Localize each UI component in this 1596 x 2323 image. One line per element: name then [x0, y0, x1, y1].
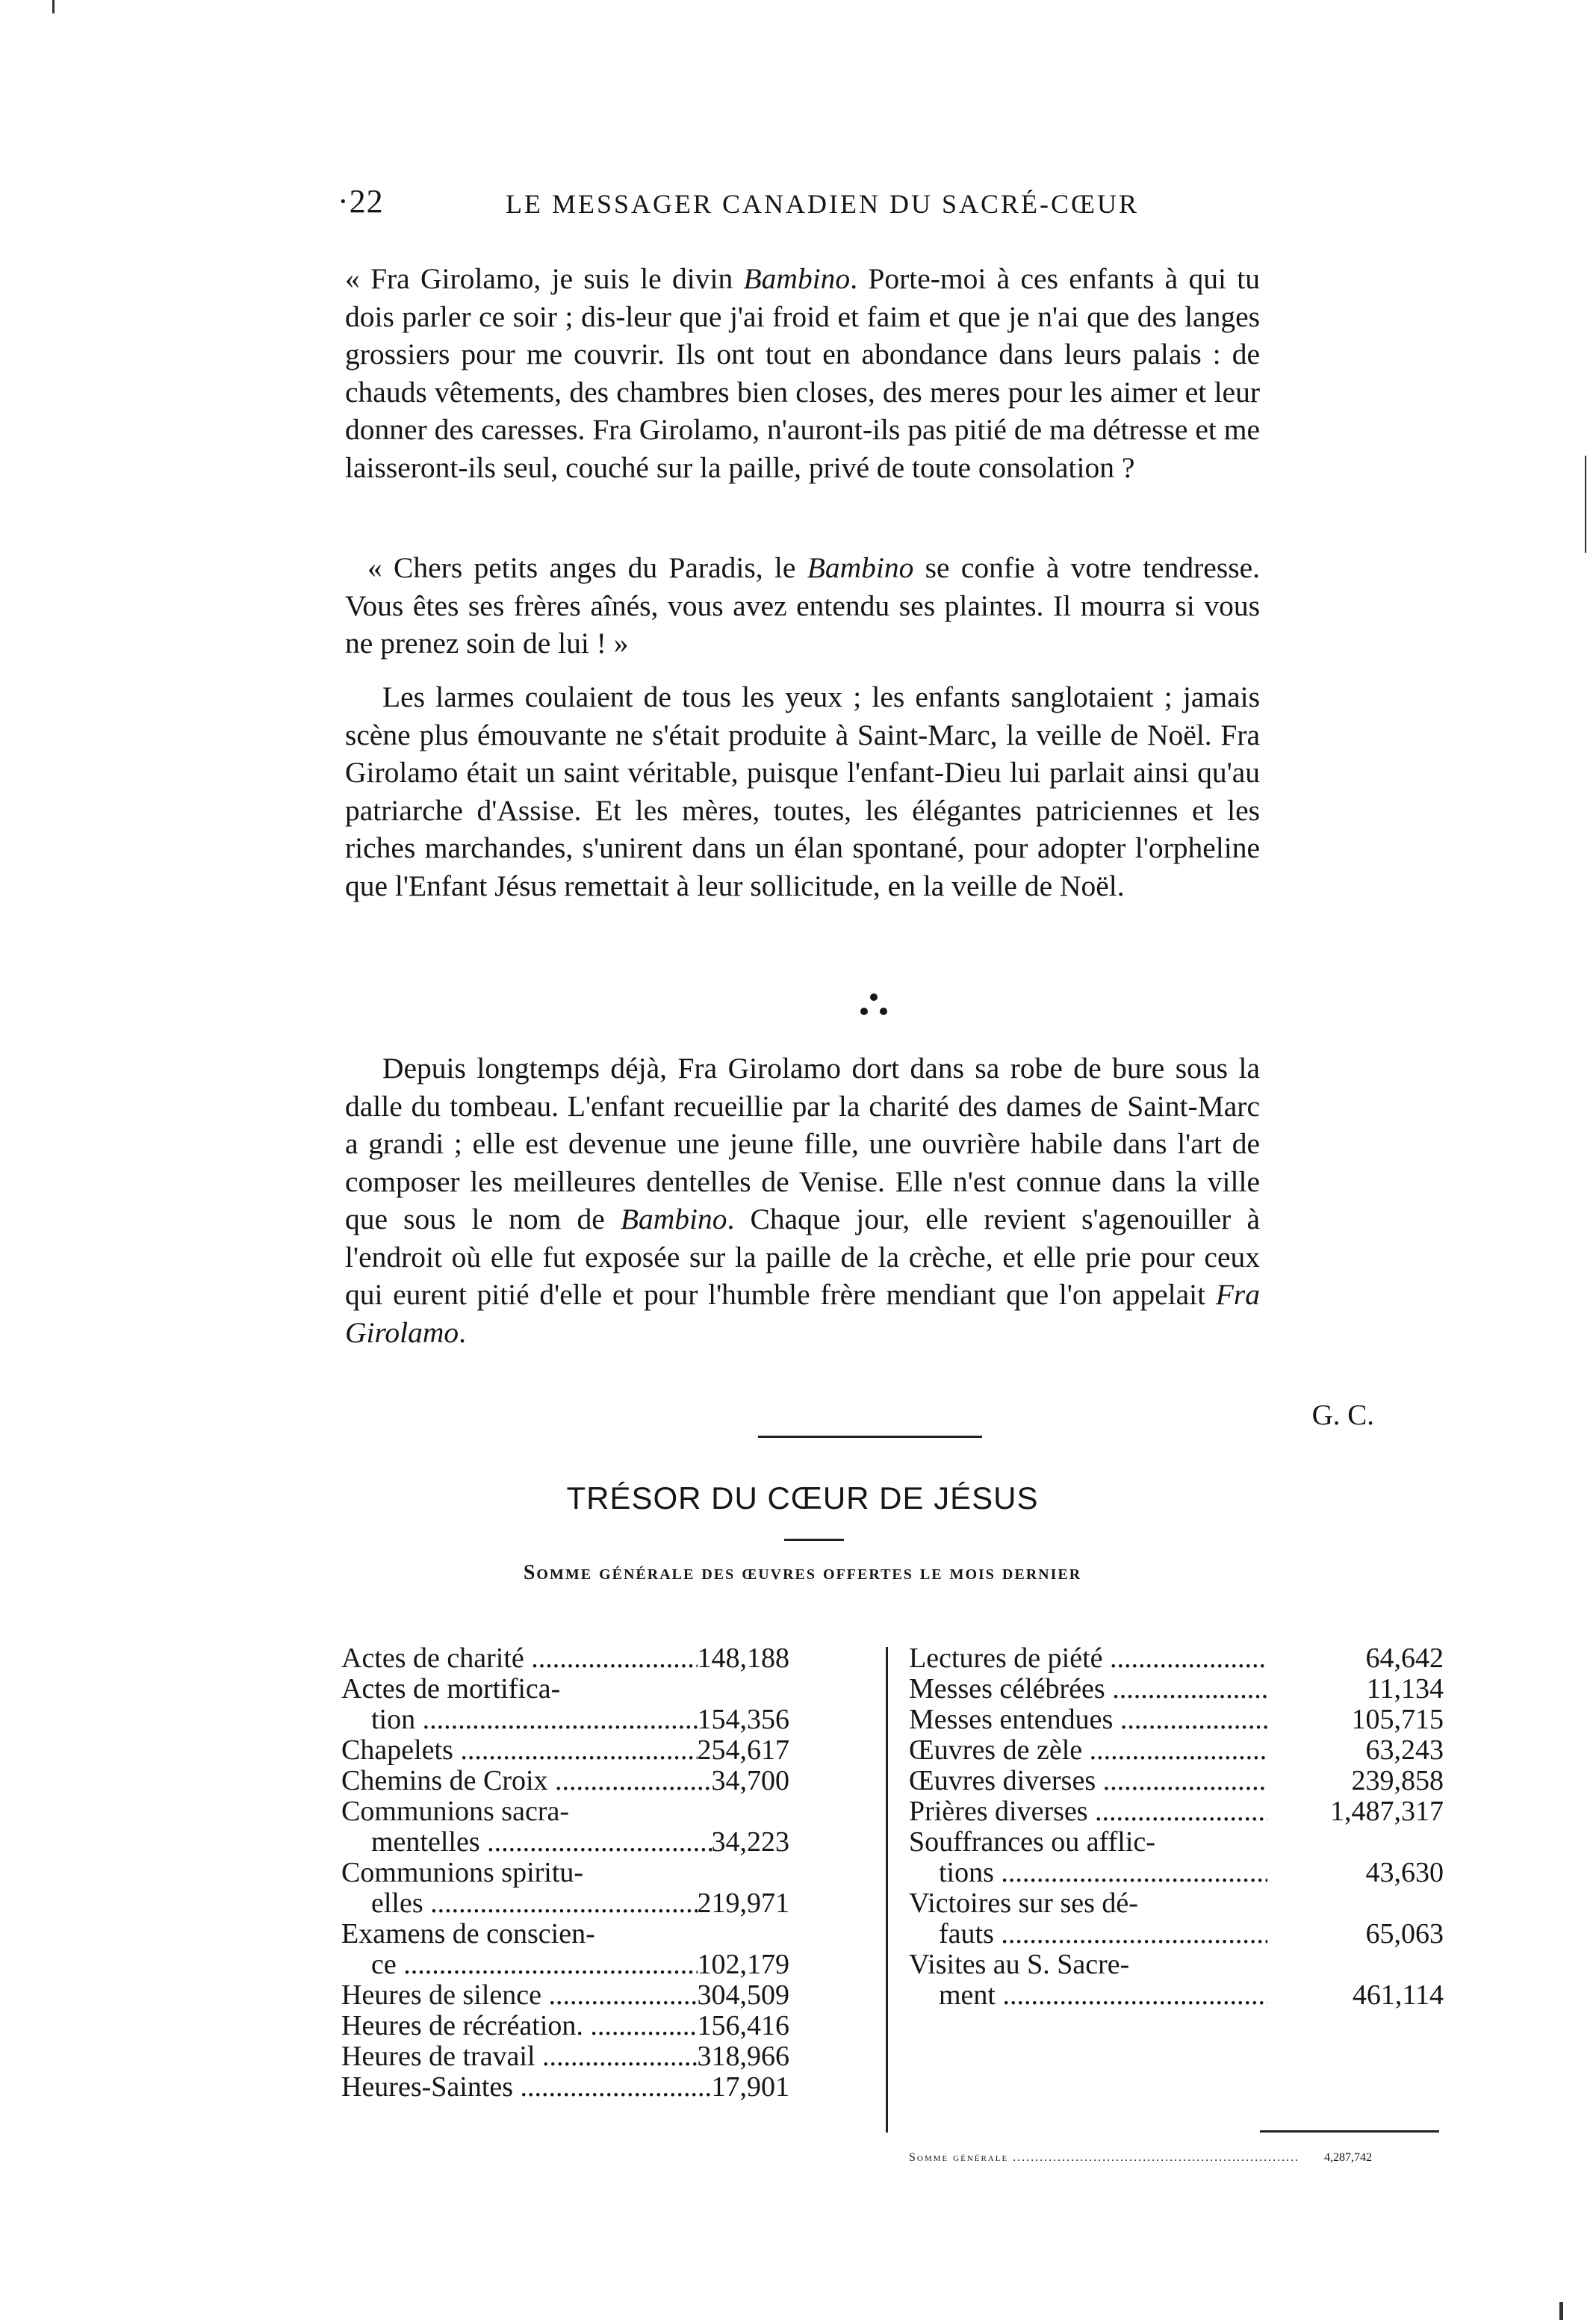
- row-value: 64,642: [1365, 1643, 1444, 1674]
- table-row: [341, 2072, 864, 2103]
- row-label-continued: ment .....: [909, 1980, 1267, 2011]
- table-row-continued: [909, 1980, 1447, 2011]
- row-label: Œuvres de zèle .....: [909, 1735, 1267, 1766]
- row-label: Messes célébrées .....: [909, 1674, 1267, 1705]
- running-title: LE MESSAGER CANADIEN DU SACRÉ-CŒUR: [506, 189, 1140, 219]
- table-row: [341, 1766, 864, 1796]
- row-value: 148,188: [697, 1643, 789, 1674]
- row-value: 105,715: [1351, 1704, 1444, 1735]
- row-label: Lectures de piété .....: [909, 1643, 1267, 1674]
- table-row: [909, 1674, 1447, 1705]
- page-header: [338, 182, 1264, 227]
- row-label: Chemins de Croix .....: [341, 1766, 712, 1796]
- total-row: [909, 2142, 1447, 2173]
- row-label-continued: ce .....: [341, 1950, 698, 1980]
- row-label-continued: tions .....: [909, 1858, 1267, 1888]
- row-label: Chapelets .....: [341, 1735, 698, 1766]
- row-value: 304,509: [697, 1979, 789, 2011]
- margin-mark: [1559, 2302, 1563, 2320]
- table-row-continued: [341, 1827, 864, 1858]
- offerings-right-column: [909, 1643, 1447, 2011]
- title-divider: [784, 1539, 844, 1541]
- row-value: 219,971: [697, 1888, 789, 1919]
- table-row: [909, 1766, 1447, 1796]
- section-title: TRÉSOR DU CŒUR DE JÉSUS: [566, 1480, 1039, 1516]
- row-value: 11,134: [1366, 1673, 1444, 1705]
- table-row: [909, 1643, 1447, 1674]
- table-row: [341, 1643, 864, 1674]
- row-value: 34,700: [711, 1765, 789, 1796]
- table-caption: Somme générale des œuvres offertes le mois dernier: [523, 1561, 1082, 1584]
- row-value: 254,617: [697, 1734, 789, 1766]
- asterism-icon: [836, 990, 911, 1027]
- row-label: Visites au S. Sacre-: [909, 1950, 1130, 1980]
- row-label-continued: tion .....: [341, 1705, 698, 1735]
- table-row: [909, 1888, 1447, 1919]
- margin-mark: [1585, 456, 1586, 553]
- row-value: 43,630: [1365, 1857, 1444, 1888]
- row-value: 461,114: [1352, 1979, 1444, 2011]
- row-label: Heures de silence .....: [341, 1980, 698, 2011]
- row-label: Actes de charité .....: [341, 1643, 698, 1674]
- page-number: ·22: [338, 183, 384, 220]
- row-label: Heures de récréation. .....: [341, 2011, 698, 2041]
- table-row: [341, 1796, 864, 1827]
- total-rule: [1260, 2130, 1439, 2133]
- table-row: [909, 1827, 1447, 1858]
- row-value: 34,223: [711, 1826, 789, 1858]
- row-value: 239,858: [1351, 1765, 1444, 1796]
- table-row: [909, 1950, 1447, 1980]
- row-label-continued: fauts .....: [909, 1919, 1267, 1950]
- row-value: 65,063: [1365, 1918, 1444, 1950]
- paragraph-4: Depuis longtemps déjà, Fra Girolamo dort dans sa robe de bure sous la dalle du tombeau. L'enfant recueillie par la charité des dames de Saint-Marc a grandi ; elle est devenue une jeune fille, une ouvrière habile dans l'art de composer les meilleures dentelles de Venise. Elle n'est connue dans la ville que sous le nom de Bambino. Chaque jour, elle revient s'agenouiller à l'endroit où elle fut exposée sur la paille de la crèche, et elle prie pour ceux qui eurent pitié d'elle et pour l'humble frère mendiant que l'on appelait Fra Girolamo.: [345, 1052, 1260, 1349]
- total-label: Somme générale .....: [909, 2142, 1297, 2173]
- row-label: Messes entendues .....: [909, 1705, 1267, 1735]
- table-row-continued: [909, 1858, 1447, 1888]
- table-row-continued: [909, 1919, 1447, 1950]
- row-label: Prières diverses .....: [909, 1796, 1267, 1827]
- row-label: Communions spiritu-: [341, 1858, 584, 1888]
- section-divider: [758, 1436, 982, 1438]
- row-label-continued: elles .....: [341, 1888, 698, 1919]
- row-label: Œuvres diverses .....: [909, 1766, 1267, 1796]
- paragraph-1: « Fra Girolamo, je suis le divin Bambino. Porte-moi à ces enfants à qui tu dois parler ce soir ; dis-leur que j'ai froid et faim et que je n'ai que des langes grossiers pour me couvrir. Ils ont tout en abondance dans leurs palais : de chauds vêtements, des chambres bien closes, des meres pour les aimer et leur donner des caresses. Fra Girolamo, n'auront-ils pas pitié de ma détresse et me laisseront-ils seul, couché sur la paille, privé de toute consolation ?: [345, 262, 1261, 484]
- signature-initials: G. C.: [1311, 1399, 1374, 1431]
- row-label: Communions sacra-: [341, 1796, 570, 1827]
- offerings-left-column: [341, 1643, 864, 2103]
- table-row: [341, 2011, 864, 2041]
- table-row: [909, 1796, 1447, 1827]
- row-label: Actes de mortifica-: [341, 1674, 561, 1705]
- row-label: Souffrances ou afflic-: [909, 1827, 1155, 1858]
- total-value: 4,287,742: [1324, 2151, 1372, 2164]
- margin-mark: [52, 0, 55, 13]
- table-row: [341, 2041, 864, 2072]
- row-label: Victoires sur ses dé-: [909, 1888, 1138, 1919]
- row-label: Examens de conscien-: [341, 1919, 595, 1950]
- row-value: 1,487,317: [1330, 1796, 1444, 1827]
- table-row: [341, 1735, 864, 1766]
- row-value: 318,966: [697, 2041, 789, 2072]
- row-value: 63,243: [1365, 1734, 1444, 1766]
- table-row: [341, 1980, 864, 2011]
- table-row: [341, 1858, 864, 1888]
- row-value: 154,356: [697, 1704, 789, 1735]
- table-row-continued: [341, 1705, 864, 1735]
- table-row: [909, 1705, 1447, 1735]
- row-value: 102,179: [697, 1949, 789, 1980]
- row-label-continued: mentelles .....: [341, 1827, 712, 1858]
- column-divider: [886, 1647, 888, 2133]
- row-value: 17,901: [711, 2071, 789, 2103]
- row-value: 156,416: [697, 2010, 789, 2041]
- row-label: Heures de travail .....: [341, 2041, 698, 2072]
- table-row: [341, 1674, 864, 1705]
- paragraph-2: « Chers petits anges du Paradis, le Bambino se confie à votre tendresse. Vous êtes ses frères aînés, vous avez entendu ses plaintes. Il mourra si vous ne prenez soin de lui ! »: [345, 551, 1260, 660]
- paragraph-3: Les larmes coulaient de tous les yeux ; les enfants sanglotaient ; jamais scène plus émouvante ne s'était produite à Saint-Marc, la veille de Noël. Fra Girolamo était un saint véritable, puisque l'enfant-Dieu lui parlait ainsi qu'au patriarche d'Assise. Et les mères, toutes, les élégantes patriciennes et les riches marchandes, s'unirent dans un élan spontané, pour adopter l'orpheline que l'Enfant Jésus remettait à leur sollicitude, en la veille de Noël.: [345, 680, 1260, 902]
- row-label: Heures-Saintes .....: [341, 2072, 712, 2103]
- table-row: [341, 1919, 864, 1950]
- table-row: [909, 1735, 1447, 1766]
- table-row-continued: [341, 1888, 864, 1919]
- table-row-continued: [341, 1950, 864, 1980]
